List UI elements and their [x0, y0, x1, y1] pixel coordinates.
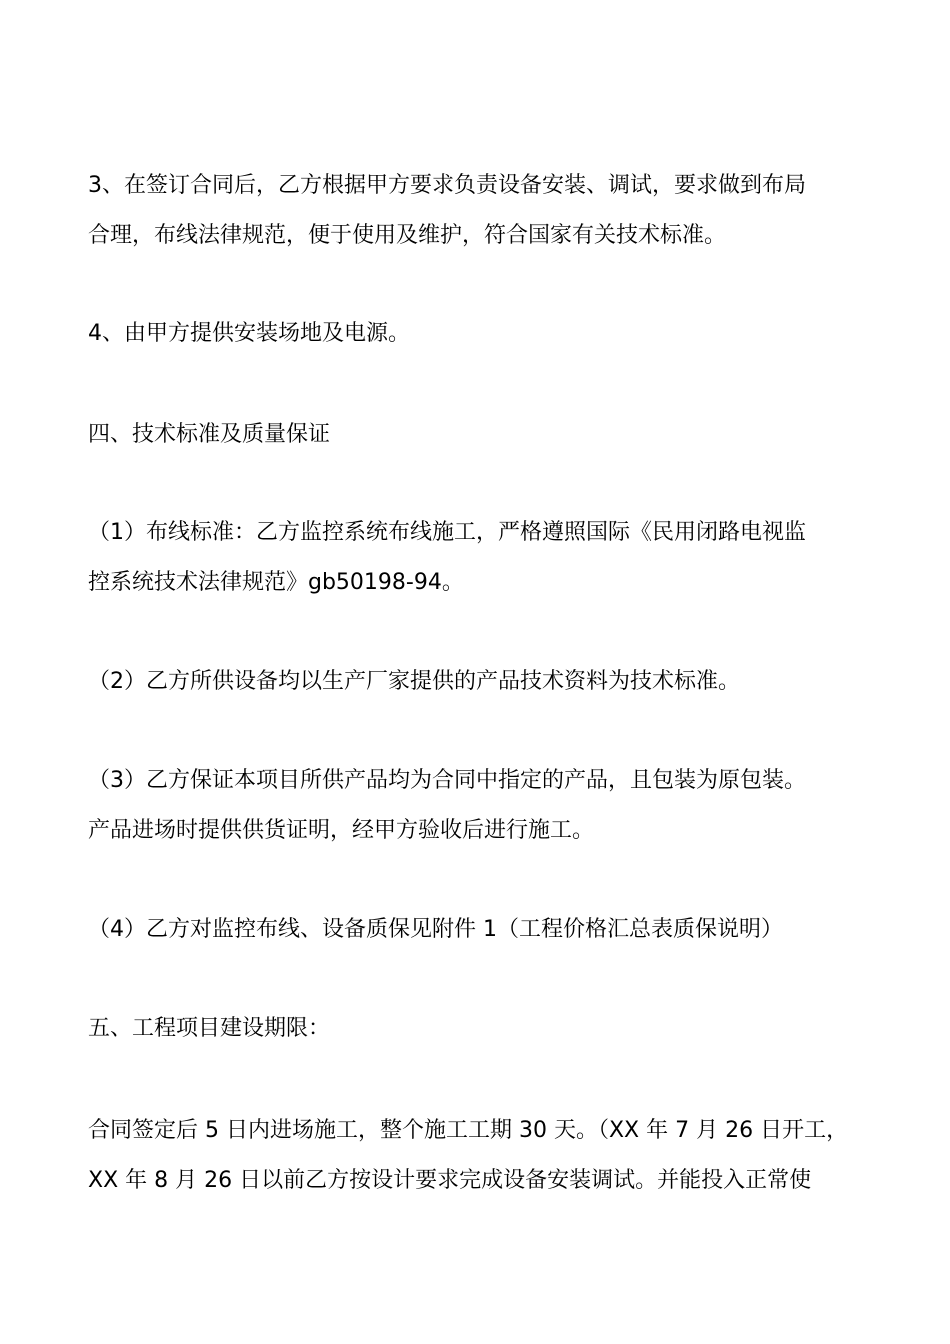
text-line: （3）乙方保证本项目所供产品均为合同中指定的产品，且包装为原包装。 — [88, 768, 806, 793]
text-line: 合理，布线法律规范，便于使用及维护，符合国家有关技术标准。 — [88, 223, 727, 248]
section-heading-5 — [88, 1004, 873, 1054]
paragraph-item-4 — [88, 309, 873, 359]
text-line: （2）乙方所供设备均以生产厂家提供的产品技术资料为技术标准。 — [88, 669, 740, 694]
text-line: 合同签定后 5 日内进场施工，整个施工工期 30 天。（XX 年 7 月 26 日开工， — [88, 1118, 849, 1143]
paragraph-clause-4 — [88, 905, 873, 955]
heading-text: 五、工程项目建设期限： — [88, 1016, 331, 1041]
text-line: （1）布线标准：乙方监控系统布线施工，严格遵照国际《民用闭路电视监 — [88, 520, 806, 545]
paragraph-clause-2 — [88, 657, 873, 707]
text-line: 3、在签订合同后，乙方根据甲方要求负责设备安装、调试，要求做到布局 — [88, 173, 806, 198]
text-line: （4）乙方对监控布线、设备质保见附件 1（工程价格汇总表质保说明） — [88, 917, 783, 942]
paragraph-schedule — [88, 1106, 873, 1206]
section-heading-4 — [88, 410, 873, 460]
paragraph-clause-3 — [88, 756, 873, 856]
paragraph-clause-1 — [88, 508, 873, 608]
text-line: 控系统技术法律规范》gb50198-94。 — [88, 570, 464, 595]
text-line: 4、由甲方提供安装场地及电源。 — [88, 321, 410, 346]
heading-text: 四、技术标准及质量保证 — [88, 422, 331, 447]
text-line: XX 年 8 月 26 日以前乙方按设计要求完成设备安装调试。并能投入正常使 — [88, 1168, 812, 1193]
paragraph-item-3 — [88, 161, 873, 261]
text-line: 产品进场时提供供货证明，经甲方验收后进行施工。 — [88, 818, 595, 843]
